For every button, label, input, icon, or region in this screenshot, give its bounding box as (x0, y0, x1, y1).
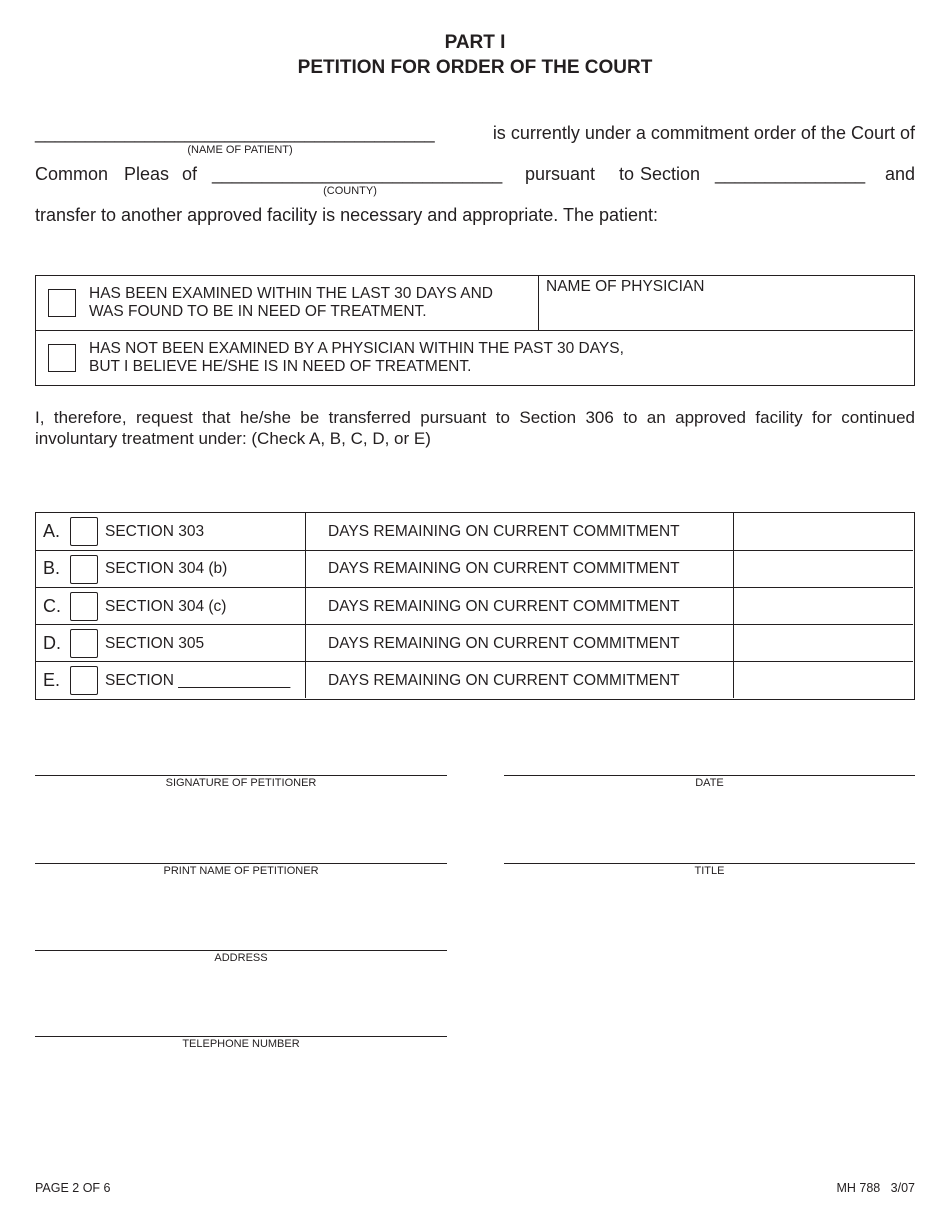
telephone-caption: TELEPHONE NUMBER (182, 1038, 300, 1050)
address-caption: ADDRESS (214, 952, 268, 964)
days-remaining-field[interactable] (736, 664, 910, 697)
row-letter: E. (43, 670, 61, 690)
word-common: Common (35, 164, 109, 184)
signature-caption: SIGNATURE OF PETITIONER (165, 777, 317, 789)
request-line-1: I, therefore, request that he/she be transferred pursuant to Section 306 to an approved facility for continued (35, 408, 915, 427)
section-number-blank[interactable]: _______________ (715, 164, 866, 184)
title-caption: TITLE (694, 865, 725, 877)
sections-table (35, 512, 915, 700)
section-304c-checkbox[interactable] (70, 592, 98, 621)
days-remaining-field[interactable] (736, 627, 910, 660)
table-row (36, 588, 913, 625)
word-and: and (884, 164, 915, 184)
days-remaining-label: DAYS REMAINING ON CURRENT COMMITMENT (328, 672, 680, 689)
examined-checkbox[interactable] (48, 289, 76, 317)
examined-label-1: HAS BEEN EXAMINED WITHIN THE LAST 30 DAYS AND (89, 285, 493, 302)
form-id: MH 788 3/07 (836, 1181, 915, 1195)
not-examined-checkbox[interactable] (48, 344, 76, 372)
word-pleas: Pleas (124, 164, 170, 184)
telephone-line[interactable] (35, 1036, 447, 1037)
intro-line-1 (35, 122, 915, 144)
part-heading: PART I (444, 32, 506, 53)
section-305-checkbox[interactable] (70, 629, 98, 658)
days-remaining-field[interactable] (736, 553, 910, 586)
table-row (36, 551, 913, 588)
days-remaining-field[interactable] (736, 515, 910, 548)
address-line[interactable] (35, 950, 447, 951)
date-caption: DATE (695, 777, 724, 789)
not-examined-label-1: HAS NOT BEEN EXAMINED BY A PHYSICIAN WITHIN THE PAST 30 DAYS, (89, 340, 624, 357)
days-remaining-label: DAYS REMAINING ON CURRENT COMMITMENT (328, 523, 680, 540)
table-row (36, 662, 913, 699)
table-row (36, 625, 913, 662)
physician-divider (538, 276, 539, 330)
days-remaining-label: DAYS REMAINING ON CURRENT COMMITMENT (328, 635, 680, 652)
row-letter: B. (43, 558, 61, 578)
physician-name-label: NAME OF PHYSICIAN (546, 278, 705, 295)
days-remaining-label: DAYS REMAINING ON CURRENT COMMITMENT (328, 560, 680, 577)
examined-label-2: WAS FOUND TO BE IN NEED OF TREATMENT. (89, 303, 427, 320)
word-section: Section (640, 164, 701, 184)
exam-divider (36, 330, 913, 331)
section-304b-checkbox[interactable] (70, 555, 98, 584)
section-label: SECTION 304 (c) (105, 598, 227, 615)
request-line-2: involuntary treatment under: (Check A, B, C, D, or E) (35, 429, 431, 448)
word-to: to (619, 164, 635, 184)
title-line[interactable] (504, 863, 915, 864)
page-title: PETITION FOR ORDER OF THE COURT (297, 57, 653, 78)
row-letter: D. (43, 633, 61, 653)
signature-line[interactable] (35, 775, 447, 776)
table-row (36, 513, 913, 550)
intro-line-1-text: is currently under a commitment order of the Court of (492, 123, 915, 143)
patient-name-caption: (NAME OF PATIENT) (187, 144, 293, 156)
section-other-checkbox[interactable] (70, 666, 98, 695)
county-caption: (COUNTY) (323, 185, 377, 197)
print-name-line[interactable] (35, 863, 447, 864)
not-examined-label-2: BUT I BELIEVE HE/SHE IS IN NEED OF TREATMENT. (89, 358, 472, 375)
print-name-caption: PRINT NAME OF PETITIONER (163, 865, 319, 877)
section-other-label[interactable]: SECTION _____________ (105, 672, 291, 689)
section-label: SECTION 303 (105, 523, 205, 540)
page-number: PAGE 2 OF 6 (35, 1181, 111, 1195)
section-label: SECTION 304 (b) (105, 560, 228, 577)
county-blank[interactable]: _____________________________ (212, 164, 503, 184)
date-line[interactable] (504, 775, 915, 776)
intro-line-3: transfer to another approved facility is necessary and appropriate. The patient: (35, 205, 659, 225)
word-pursuant: pursuant (525, 164, 596, 184)
examination-box (35, 275, 915, 386)
word-of: of (182, 164, 198, 184)
physician-name-field[interactable] (546, 298, 906, 326)
days-remaining-label: DAYS REMAINING ON CURRENT COMMITMENT (328, 598, 680, 615)
days-remaining-field[interactable] (736, 590, 910, 623)
section-303-checkbox[interactable] (70, 517, 98, 546)
row-letter: A. (43, 521, 61, 541)
intro-line-2 (35, 163, 915, 185)
row-letter: C. (43, 596, 61, 616)
section-label: SECTION 305 (105, 635, 205, 652)
patient-name-blank[interactable]: ________________________________________ (35, 123, 435, 143)
